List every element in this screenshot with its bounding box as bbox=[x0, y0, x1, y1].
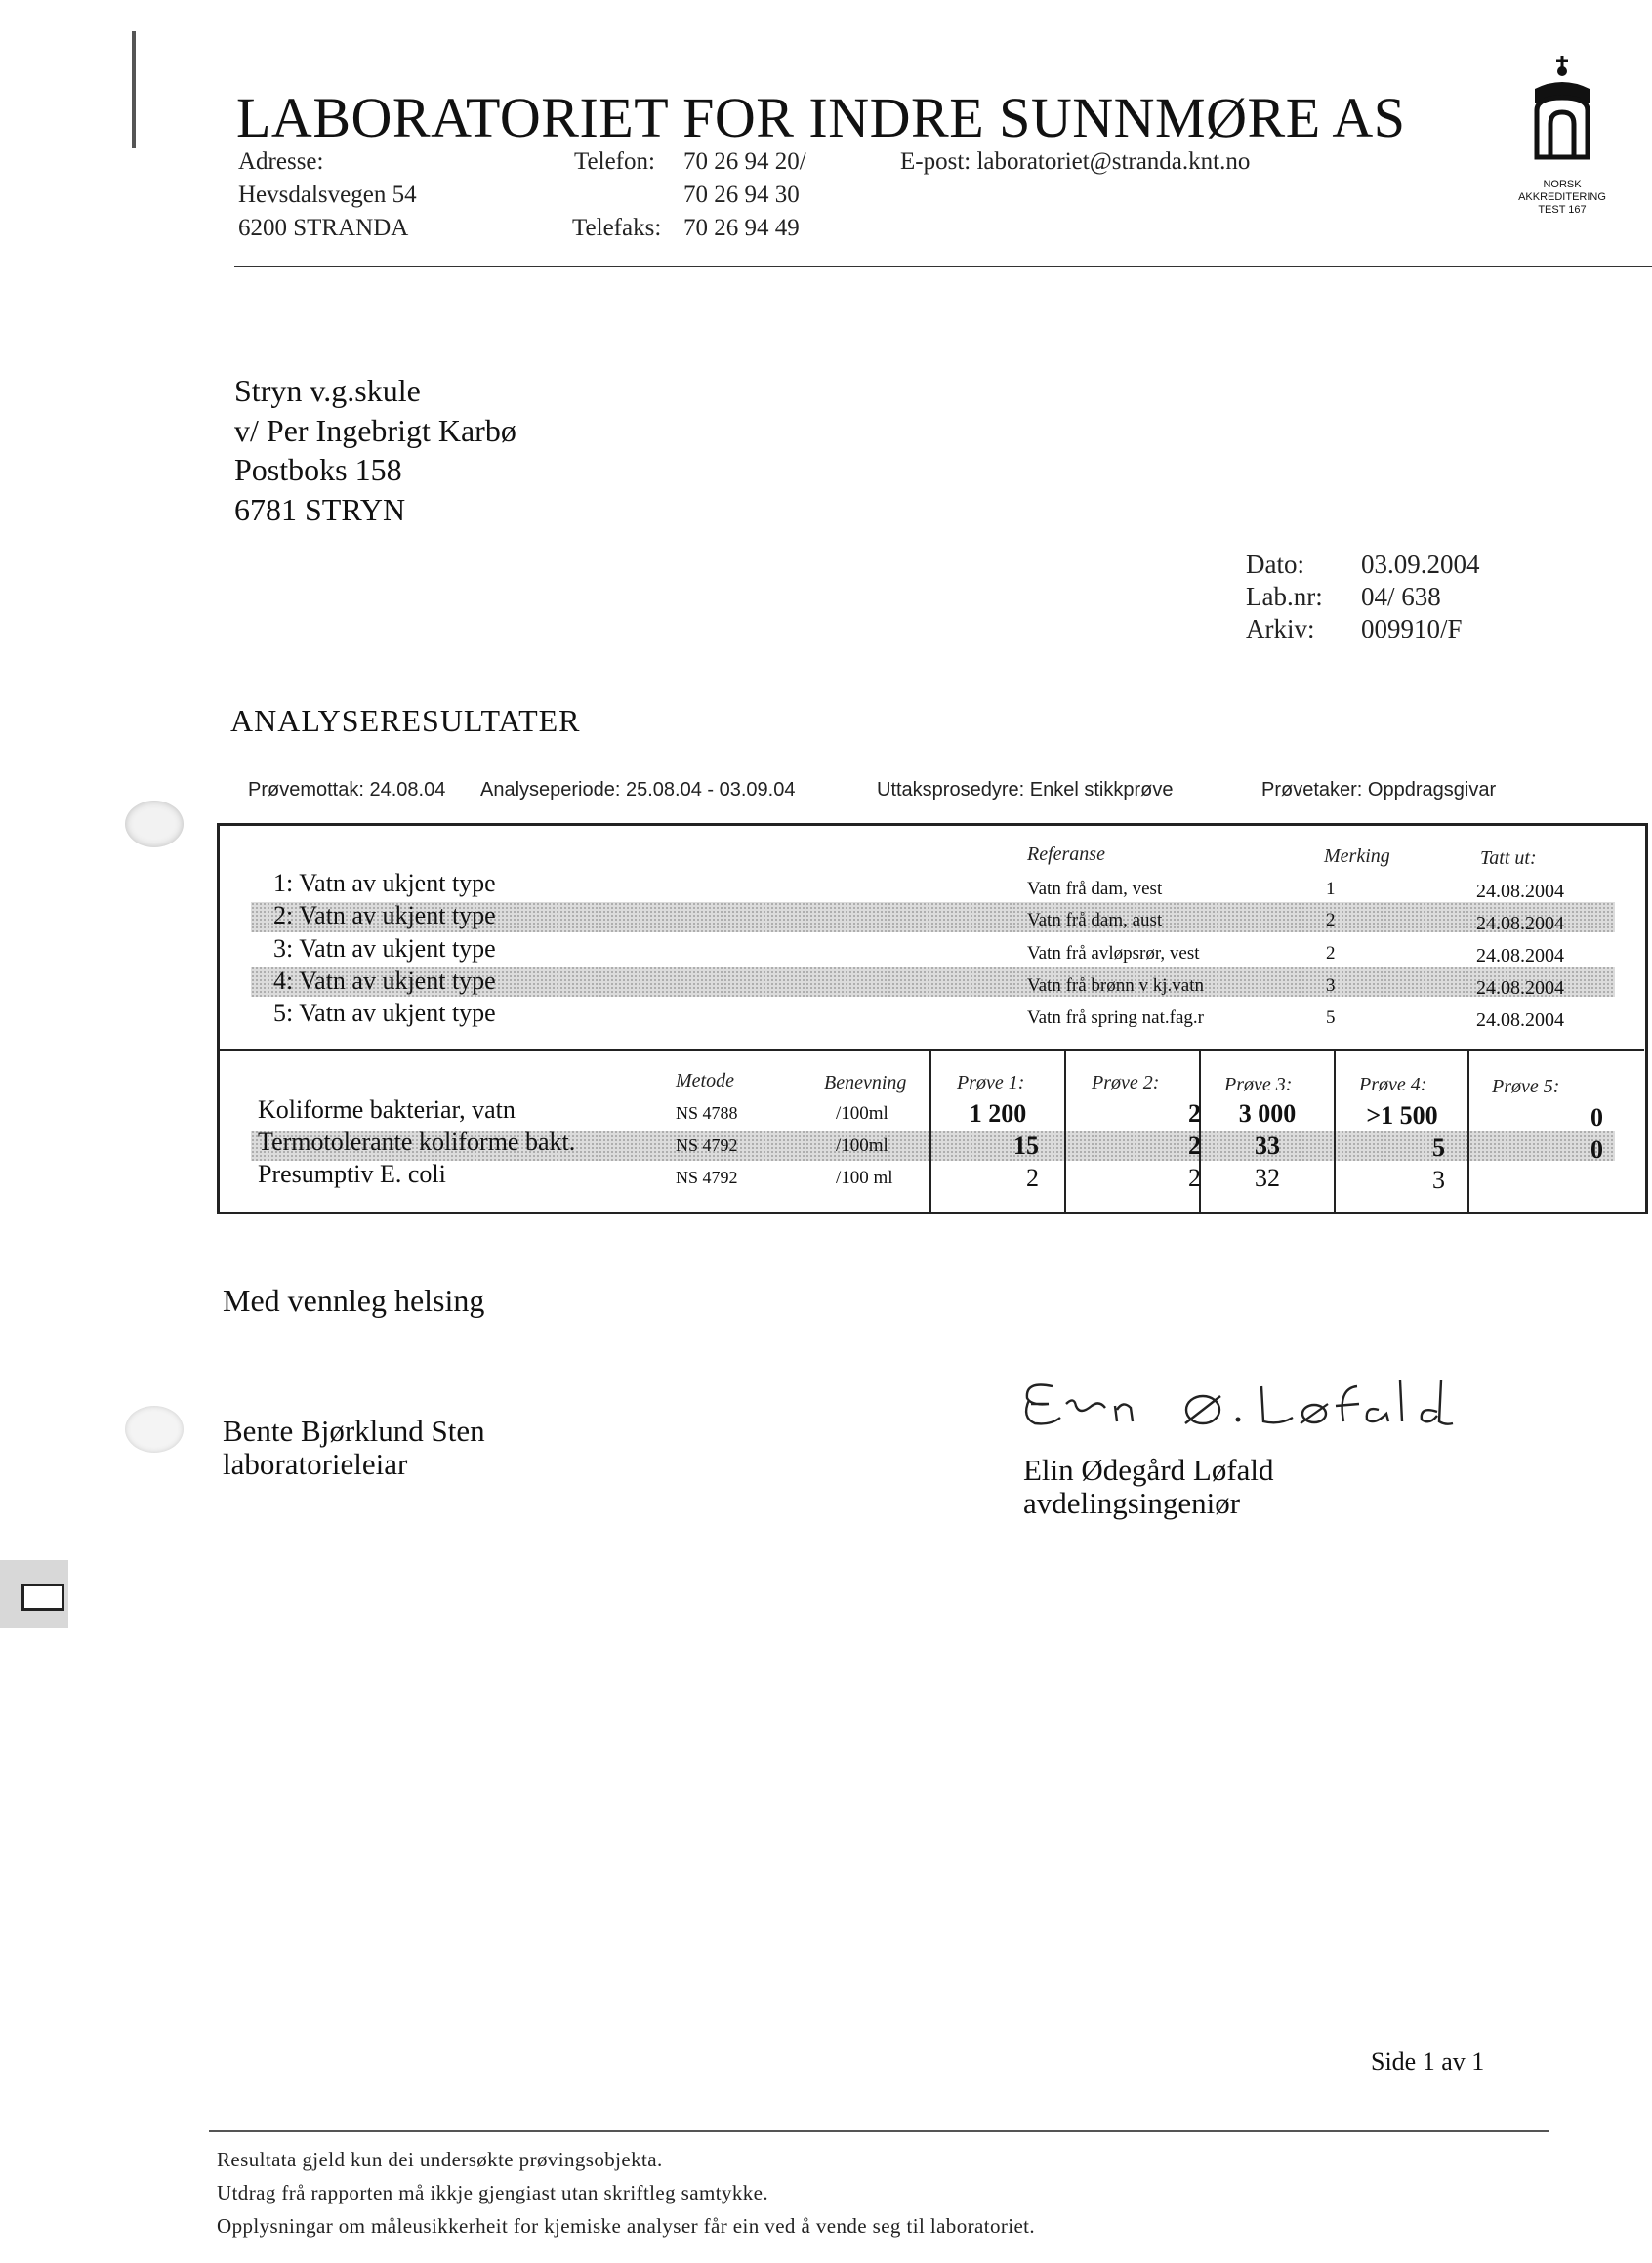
email: E-post: laboratoriet@stranda.knt.no bbox=[900, 148, 1251, 175]
sample4-header: Prøve 4: bbox=[1359, 1074, 1427, 1095]
analysis-unit: /100 ml bbox=[836, 1168, 893, 1188]
recipient-line: Postboks 158 bbox=[234, 452, 402, 488]
accreditation-line-3: TEST 167 bbox=[1538, 204, 1587, 216]
right-signatory-title: avdelingsingeniør bbox=[1023, 1486, 1241, 1520]
result-value: 2 bbox=[1026, 1164, 1039, 1192]
sample-marking: 2 bbox=[1326, 910, 1336, 930]
result-value: >1 500 bbox=[1366, 1101, 1438, 1130]
result-value: 0 bbox=[1590, 1103, 1603, 1132]
analysis-name: Koliforme bakteriar, vatn bbox=[258, 1095, 516, 1124]
binder-mark bbox=[132, 31, 136, 148]
recipient-line: Stryn v.g.skule bbox=[234, 373, 421, 408]
punch-hole-bottom bbox=[125, 1406, 184, 1453]
sample2-header: Prøve 2: bbox=[1092, 1072, 1160, 1093]
punch-hole-top bbox=[125, 801, 184, 847]
left-signatory-title: laboratorieleiar bbox=[223, 1447, 408, 1481]
address-label: Adresse: bbox=[238, 148, 324, 175]
result-value: 5 bbox=[1432, 1133, 1445, 1162]
sample-reference: Vatn frå dam, aust bbox=[1027, 910, 1163, 930]
result-value: 15 bbox=[1013, 1132, 1039, 1160]
sample-marking: 2 bbox=[1326, 943, 1336, 964]
analysis-period: Analyseperiode: 25.08.04 - 03.09.04 bbox=[480, 779, 796, 801]
sample-marking: 3 bbox=[1326, 975, 1336, 996]
sample-marking: 1 bbox=[1326, 879, 1336, 899]
sample-taken: 24.08.2004 bbox=[1476, 977, 1564, 999]
recipient-line: 6781 STRYN bbox=[234, 491, 406, 527]
analysis-name: Termotolerante koliforme bakt. bbox=[258, 1128, 576, 1156]
phone-label: Telefon: bbox=[574, 148, 655, 175]
analysis-unit: /100ml bbox=[836, 1135, 888, 1156]
sample-name: 1: Vatn av ukjent type bbox=[273, 869, 496, 897]
left-signatory-name: Bente Bjørklund Sten bbox=[223, 1414, 485, 1448]
phone-number-1: 70 26 94 20/ bbox=[683, 148, 806, 175]
result-value: 32 bbox=[1255, 1164, 1280, 1192]
sample-taken: 24.08.2004 bbox=[1476, 1009, 1564, 1031]
result-value: 2 bbox=[1188, 1132, 1201, 1160]
date-label: Dato: bbox=[1246, 550, 1304, 579]
analysis-method: NS 4792 bbox=[676, 1168, 738, 1187]
sampling-procedure: Uttaksprosedyre: Enkel stikkprøve bbox=[877, 779, 1174, 801]
footer-line: Opplysningar om måleusikkerheit for kjemiske analyser får ein ved å vende seg til laboratoriet. bbox=[217, 2214, 1036, 2238]
result-value: 3 000 bbox=[1238, 1099, 1297, 1128]
accreditation-line-2: AKKREDITERING bbox=[1518, 191, 1606, 203]
sampler: Prøvetaker: Oppdragsgivar bbox=[1261, 779, 1497, 801]
accreditation-logo bbox=[1494, 54, 1606, 220]
archive-label: Arkiv: bbox=[1246, 614, 1315, 643]
sample-name: 4: Vatn av ukjent type bbox=[273, 967, 496, 995]
sample-reference: Vatn frå avløpsrør, vest bbox=[1027, 943, 1200, 964]
method-header: Metode bbox=[676, 1070, 734, 1091]
result-value: 33 bbox=[1255, 1132, 1280, 1160]
sample-reference: Vatn frå dam, vest bbox=[1027, 879, 1163, 899]
result-value: 2 bbox=[1188, 1099, 1201, 1128]
sample1-header: Prøve 1: bbox=[957, 1072, 1025, 1093]
sample-name: 3: Vatn av ukjent type bbox=[273, 934, 496, 963]
result-value: 1 200 bbox=[969, 1099, 1027, 1128]
sample-marking: 5 bbox=[1326, 1008, 1336, 1028]
sample-taken: 24.08.2004 bbox=[1476, 945, 1564, 967]
footer-line: Resultata gjeld kun dei undersøkte prøvingsobjekta. bbox=[217, 2148, 663, 2171]
recipient-address bbox=[234, 371, 516, 530]
archive-value: 009910/F bbox=[1361, 614, 1463, 643]
sample3-header: Prøve 3: bbox=[1224, 1074, 1293, 1095]
sample-taken: 24.08.2004 bbox=[1476, 881, 1564, 902]
closing-greeting: Med vennleg helsing bbox=[223, 1283, 485, 1318]
section-title: ANALYSERESULTATER bbox=[230, 703, 581, 738]
right-signatory-name: Elin Ødegård Løfald bbox=[1023, 1453, 1274, 1487]
sample5-header: Prøve 5: bbox=[1492, 1076, 1560, 1097]
sample-name: 5: Vatn av ukjent type bbox=[273, 999, 496, 1027]
analysis-method: NS 4792 bbox=[676, 1135, 738, 1155]
labnr-value: 04/ 638 bbox=[1361, 582, 1441, 611]
page-number: Side 1 av 1 bbox=[1371, 2047, 1485, 2076]
result-value: 0 bbox=[1590, 1135, 1603, 1164]
col-line bbox=[1064, 1049, 1066, 1212]
analysis-name: Presumptiv E. coli bbox=[258, 1160, 446, 1188]
result-value: 3 bbox=[1432, 1166, 1445, 1194]
sample-reference: Vatn frå spring nat.fag.r bbox=[1027, 1008, 1204, 1028]
unit-header: Benevning bbox=[824, 1072, 907, 1093]
sample-name: 2: Vatn av ukjent type bbox=[273, 901, 496, 929]
recipient-line: v/ Per Ingebrigt Karbø bbox=[234, 412, 516, 448]
company-name: LABORATORIET FOR INDRE SUNNMØRE AS bbox=[236, 86, 1406, 149]
analysis-method: NS 4788 bbox=[676, 1103, 738, 1123]
address-postal: 6200 STRANDA bbox=[238, 215, 409, 241]
clip-slot bbox=[21, 1584, 64, 1611]
handwritten-signature bbox=[1015, 1367, 1465, 1445]
col-line bbox=[1467, 1049, 1469, 1212]
footer-line: Utdrag frå rapporten må ikkje gjengiast utan skriftleg samtykke. bbox=[217, 2181, 769, 2204]
taken-header: Tatt ut: bbox=[1480, 847, 1537, 869]
date-value: 03.09.2004 bbox=[1361, 550, 1480, 579]
reference-header: Referanse bbox=[1027, 843, 1105, 865]
sample-reference: Vatn frå brønn v kj.vatn bbox=[1027, 975, 1204, 996]
footer-divider bbox=[209, 2130, 1549, 2132]
address-street: Hevsdalsvegen 54 bbox=[238, 182, 417, 208]
marking-header: Merking bbox=[1324, 845, 1390, 867]
analysis-unit: /100ml bbox=[836, 1103, 888, 1124]
accreditation-line-1: NORSK bbox=[1543, 179, 1582, 190]
crown-seal-icon bbox=[1494, 54, 1606, 161]
received-date: Prøvemottak: 24.08.04 bbox=[248, 779, 446, 801]
fax-number: 70 26 94 49 bbox=[683, 215, 800, 241]
fax-label: Telefaks: bbox=[572, 215, 662, 241]
labnr-label: Lab.nr: bbox=[1246, 582, 1323, 611]
header-divider bbox=[234, 266, 1652, 267]
sample-taken: 24.08.2004 bbox=[1476, 913, 1564, 934]
phone-number-2: 70 26 94 30 bbox=[683, 182, 800, 208]
result-value: 2 bbox=[1188, 1164, 1201, 1192]
